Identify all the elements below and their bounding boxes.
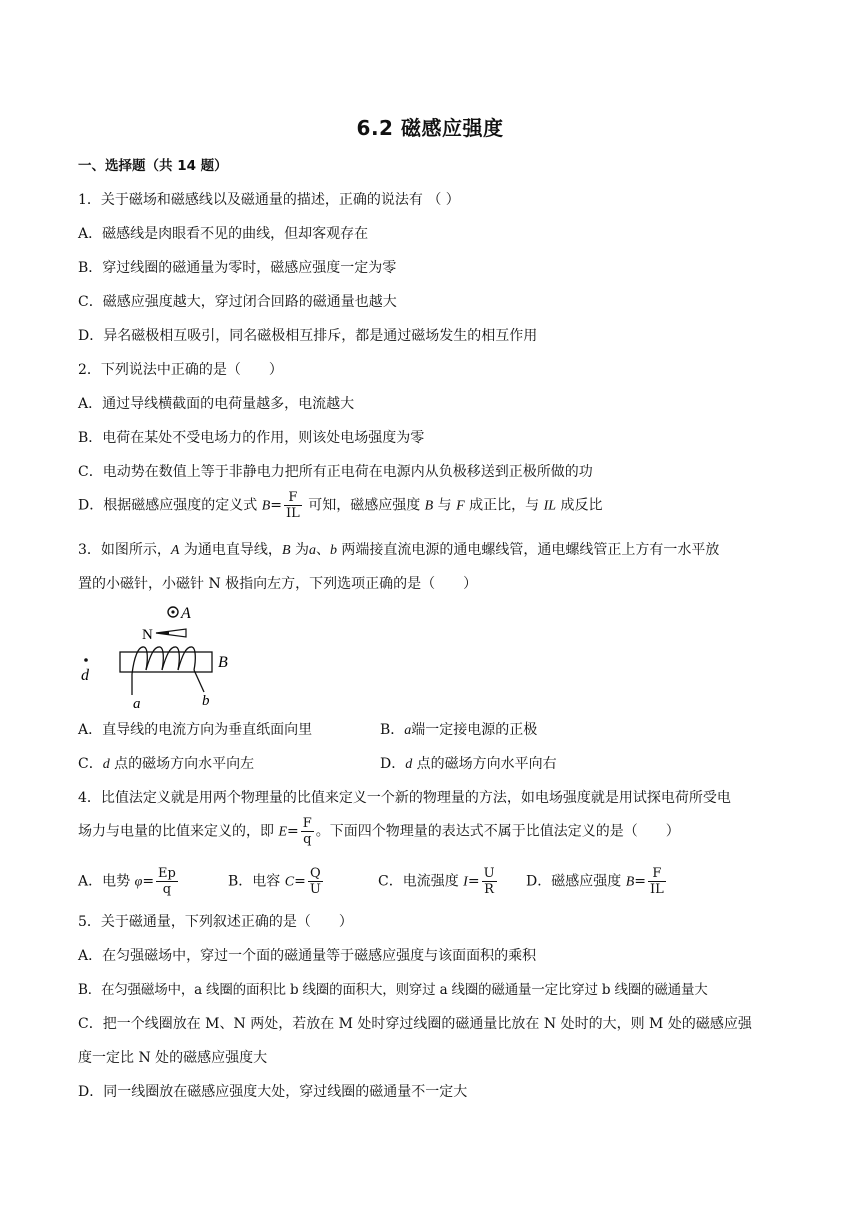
q2-d-prefix: D．根据磁感应强度的定义式: [78, 497, 262, 514]
equals-sign: =: [634, 873, 646, 890]
var-i: I: [463, 874, 468, 890]
q3-text: 、: [315, 542, 330, 558]
label-b-upper: B: [218, 654, 228, 671]
var-phi: φ: [134, 874, 143, 890]
q4-option-b: [228, 866, 325, 897]
q3-text: 两端接直流电源的通电螺线管，通电螺线管正上方有一水平放: [336, 542, 720, 558]
q4-d-prefix: D．磁感应强度: [526, 873, 626, 890]
fraction-u-over-r: [482, 866, 497, 897]
q3-d-prefix: D．: [380, 756, 406, 772]
numerator: U: [483, 866, 495, 881]
q2-option-b: B．电荷在某处不受电场力的作用，则该处电场强度为零: [78, 430, 425, 446]
label-b-lower: b: [202, 693, 210, 709]
var-b: B: [281, 543, 291, 558]
q3-text: 3．如图所示，: [78, 542, 171, 558]
q4-a-prefix: A．电势: [78, 873, 135, 890]
denominator: U: [309, 882, 321, 897]
q2-stem: 2．下列说法中正确的是（ ）: [78, 362, 283, 378]
equals-sign: =: [142, 873, 155, 890]
lead-b: [194, 670, 204, 692]
q4-option-a: [78, 866, 180, 897]
fraction-ep-over-q: [156, 866, 178, 897]
q4-option-d: [526, 866, 668, 897]
q5-option-d: D．同一线圈放在磁感应强度大处，穿过线圈的磁通量不一定大: [78, 1084, 468, 1100]
var-e: E: [278, 824, 288, 840]
q1-option-b: B．穿过线圈的磁通量为零时，磁感应强度一定为零: [78, 260, 397, 276]
numerator: Q: [308, 866, 323, 882]
q3-text: 为通电直导线，: [179, 542, 282, 558]
label-a-upper: A: [181, 605, 191, 622]
denominator: q: [303, 832, 312, 847]
solenoid-figure: [72, 600, 252, 715]
q3-d-text: 点的磁场方向水平向右: [412, 756, 557, 772]
q2-option-c: C．电动势在数值上等于非静电力把所有正电荷在电源内从负极移送到正极所做的功: [78, 464, 593, 480]
equals-sign: =: [294, 873, 306, 890]
var-b: B: [261, 498, 271, 514]
var-d: d: [405, 757, 413, 772]
fraction-f-over-q: [301, 816, 314, 847]
q1-stem: 1．关于磁场和磁感线以及磁通量的描述，正确的说法有 （ ）: [78, 192, 460, 208]
page-title: 6.2 磁感应强度: [356, 116, 504, 140]
var-f: F: [456, 498, 465, 514]
q2-d-text-4: 成反比: [556, 497, 603, 514]
q5-option-b: B．在匀强磁场中，a 线圈的面积比 b 线圈的面积大，则穿过 a 线圈的磁通量一定比穿过 b 线圈的磁通量大: [78, 982, 708, 998]
q4-stem-line2: [78, 816, 680, 847]
denominator: IL: [649, 882, 664, 897]
numerator: F: [284, 490, 302, 506]
q4-c-prefix: C．电流强度: [378, 873, 464, 890]
var-b-lower: b: [329, 543, 337, 558]
var-a: A: [170, 543, 180, 558]
q3-c-prefix: C．: [78, 756, 103, 772]
denominator: IL: [285, 506, 300, 521]
q4-stem-line1: 4．比值法定义就是用两个物理量的比值来定义一个新的物理量的方法，如电场强度就是用试探电荷所受电: [78, 790, 731, 806]
q3-text: 为: [290, 542, 309, 558]
fraction-f-over-il: [284, 490, 302, 521]
q1-option-d: D．异名磁极相互吸引，同名磁极相互排斥，都是通过磁场发生的相互作用: [78, 328, 538, 344]
q1-option-c: C．磁感应强度越大，穿过闭合回路的磁通量也越大: [78, 294, 397, 310]
q2-d-text-3: 成正比，与: [464, 497, 544, 514]
var-d: d: [102, 757, 110, 772]
label-n: N: [142, 627, 153, 643]
equals-sign: =: [467, 873, 480, 890]
q3-b-prefix: B．: [380, 722, 405, 738]
coil-turns-icon: [132, 647, 195, 674]
q3-option-a: A．直导线的电流方向为垂直纸面向里: [78, 722, 313, 738]
numerator: F: [648, 866, 666, 882]
q4-text: 。下面四个物理量的表达式不属于比值法定义的是（ ）: [315, 823, 680, 840]
q3-option-c: [78, 754, 254, 775]
q3-stem-line2: 置的小磁针，小磁针 N 极指向左方，下列选项正确的是（ ）: [78, 576, 478, 592]
q3-stem-line1: [78, 540, 719, 561]
q3-option-d: [380, 754, 557, 775]
wire-dot-icon: [171, 610, 174, 613]
q3-b-text: 端一定接电源的正极: [411, 722, 538, 738]
q5-option-c-line1: C．把一个线圈放在 M、N 两处，若放在 M 处时穿过线圈的磁通量比放在 N 处时的大，则 M 处的磁感应强: [78, 1016, 752, 1032]
q3-c-text: 点的磁场方向水平向左: [109, 756, 255, 772]
q5-option-c-line2: 度一定比 N 处的磁感应强度大: [78, 1050, 268, 1066]
numerator: Ep: [158, 866, 176, 881]
q3-option-b: [380, 720, 537, 741]
var-a-lower: a: [404, 723, 412, 738]
label-d: d: [81, 667, 89, 684]
equals-sign: =: [287, 823, 299, 840]
denominator: R: [484, 882, 494, 897]
numerator: F: [302, 816, 312, 831]
var-il: IL: [543, 498, 557, 514]
q4-option-c: [378, 866, 499, 897]
fraction-q-over-u: [308, 866, 323, 897]
q5-option-a: A．在匀强磁场中，穿过一个面的磁通量等于磁感应强度与该面面积的乘积: [78, 948, 537, 964]
q2-option-d: [78, 490, 603, 521]
point-d-icon: [84, 658, 88, 662]
var-a-lower: a: [308, 543, 316, 558]
var-b: B: [625, 874, 635, 890]
q5-stem: 5．关于磁通量，下列叙述正确的是（ ）: [78, 914, 353, 930]
fraction-f-over-il: [648, 866, 666, 897]
q2-d-text-1: 可知，磁感应强度: [303, 497, 425, 514]
q4-b-prefix: B．电容: [228, 873, 285, 890]
var-c: C: [284, 874, 295, 890]
denominator: q: [162, 882, 172, 897]
q2-option-a: A．通过导线横截面的电荷量越多，电流越大: [78, 396, 355, 412]
var-b: B: [424, 498, 434, 514]
q2-d-text-2: 与: [433, 497, 457, 514]
q4-text: 场力与电量的比值来定义的，即: [78, 823, 279, 840]
section-heading: 一、选择题（共 14 题）: [78, 158, 228, 174]
q1-option-a: A．磁感线是肉眼看不见的曲线，但却客观存在: [78, 226, 369, 242]
label-a-lower: a: [133, 696, 141, 712]
equals-sign: =: [270, 497, 282, 514]
